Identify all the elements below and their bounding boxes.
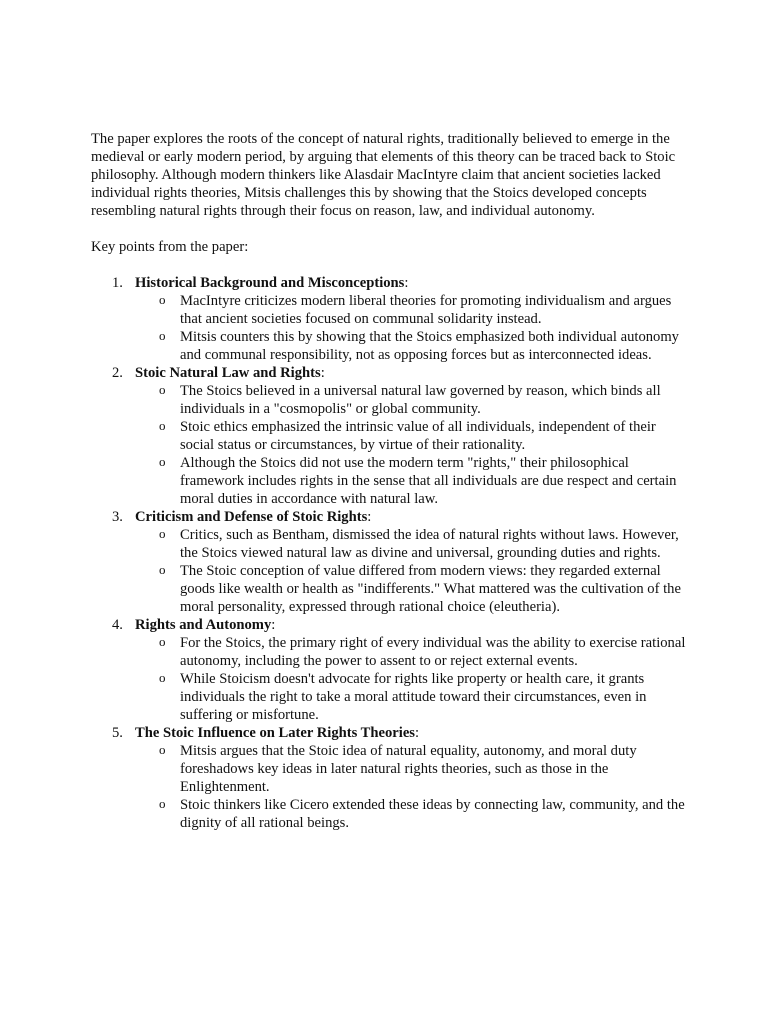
sub-point-text: Although the Stoics did not use the modern term "rights," their philosophical framework includes rights in the sense that all individuals are due respect and certain moral duties in accordance with natural law. bbox=[180, 455, 677, 507]
sub-point-text: MacIntyre criticizes modern liberal theories for promoting individualism and argues that ancient societies focused on communal solidarity instead. bbox=[180, 293, 672, 327]
circle-bullet-icon: o bbox=[159, 526, 166, 541]
circle-bullet-icon: o bbox=[159, 418, 166, 433]
sub-point-text: Mitsis argues that the Stoic idea of natural equality, autonomy, and moral duty foreshadows key ideas in later natural rights theories, such as those in the Enlightenment. bbox=[180, 743, 637, 795]
sub-point-item bbox=[135, 292, 691, 328]
title-colon: : bbox=[415, 725, 420, 741]
key-point-item bbox=[91, 724, 691, 832]
key-point-title: Criticism and Defense of Stoic Rights bbox=[135, 509, 368, 525]
circle-bullet-icon: o bbox=[159, 634, 166, 649]
circle-bullet-icon: o bbox=[159, 742, 166, 757]
circle-bullet-icon: o bbox=[159, 796, 166, 811]
sub-point-list bbox=[135, 634, 691, 724]
sub-point-item bbox=[135, 382, 691, 418]
key-point-number: 2. bbox=[112, 365, 123, 381]
sub-point-item bbox=[135, 670, 691, 724]
circle-bullet-icon: o bbox=[159, 328, 166, 343]
sub-point-item bbox=[135, 562, 691, 616]
circle-bullet-icon: o bbox=[159, 454, 166, 469]
sub-point-text: For the Stoics, the primary right of every individual was the ability to exercise rational autonomy, including the power to assent to or reject external events. bbox=[180, 635, 686, 669]
sub-point-text: The Stoics believed in a universal natural law governed by reason, which binds all individuals in a "cosmopolis" or global community. bbox=[180, 383, 661, 417]
sub-point-text: Stoic ethics emphasized the intrinsic value of all individuals, independent of their social status or circumstances, by virtue of their rationality. bbox=[180, 419, 656, 453]
circle-bullet-icon: o bbox=[159, 292, 166, 307]
sub-point-item bbox=[135, 418, 691, 454]
key-point-title: Historical Background and Misconceptions bbox=[135, 275, 405, 291]
sub-point-list bbox=[135, 526, 691, 616]
key-point-number: 4. bbox=[112, 617, 123, 633]
key-point-item bbox=[91, 364, 691, 508]
key-point-number: 1. bbox=[112, 275, 123, 291]
key-point-number: 3. bbox=[112, 509, 123, 525]
key-point-title: Rights and Autonomy bbox=[135, 617, 272, 633]
sub-point-item bbox=[135, 796, 691, 832]
key-points-heading: Key points from the paper: bbox=[91, 239, 249, 255]
key-point-item bbox=[91, 274, 691, 364]
sub-point-item bbox=[135, 634, 691, 670]
key-point-title: The Stoic Influence on Later Rights Theories bbox=[135, 725, 415, 741]
circle-bullet-icon: o bbox=[159, 562, 166, 577]
title-colon: : bbox=[404, 275, 409, 291]
title-colon: : bbox=[271, 617, 276, 633]
sub-point-list bbox=[135, 742, 691, 832]
sub-point-text: Stoic thinkers like Cicero extended these ideas by connecting law, community, and the dignity of all rational beings. bbox=[180, 797, 685, 831]
sub-point-text: The Stoic conception of value differed from modern views: they regarded external goods like wealth or health as "indifferents." What mattered was the cultivation of the moral personality, expressed through rational choice (eleutheria). bbox=[180, 563, 681, 615]
key-point-item bbox=[91, 616, 691, 724]
sub-point-item bbox=[135, 328, 691, 364]
intro-paragraph: The paper explores the roots of the concept of natural rights, traditionally believed to emerge in the medieval or early modern period, by arguing that elements of this theory can be traced back to Stoic philosophy. Although modern thinkers like Alasdair MacIntyre claim that ancient societies lacked individual rights theories, Mitsis challenges this by showing that the Stoics developed concepts resembling natural rights through their focus on reason, law, and individual autonomy. bbox=[91, 131, 676, 219]
title-colon: : bbox=[320, 365, 325, 381]
circle-bullet-icon: o bbox=[159, 670, 166, 685]
sub-point-list bbox=[135, 292, 691, 364]
sub-point-item bbox=[135, 454, 691, 508]
key-points-list bbox=[91, 274, 691, 832]
title-colon: : bbox=[367, 509, 372, 525]
sub-point-item bbox=[135, 526, 691, 562]
circle-bullet-icon: o bbox=[159, 382, 166, 397]
key-point-item bbox=[91, 508, 691, 616]
key-point-number: 5. bbox=[112, 725, 123, 741]
sub-point-text: While Stoicism doesn't advocate for rights like property or health care, it grants individuals the right to take a moral attitude toward their circumstances, even in suffering or misfortune. bbox=[180, 671, 647, 723]
sub-point-item bbox=[135, 742, 691, 796]
sub-point-text: Critics, such as Bentham, dismissed the idea of natural rights without laws. However, the Stoics viewed natural law as divine and universal, grounding duties and rights. bbox=[180, 527, 679, 561]
sub-point-text: Mitsis counters this by showing that the Stoics emphasized both individual autonomy and communal responsibility, not as opposing forces but as interconnected ideas. bbox=[180, 329, 679, 363]
document-page bbox=[91, 130, 691, 832]
sub-point-list bbox=[135, 382, 691, 508]
key-point-title: Stoic Natural Law and Rights bbox=[135, 365, 321, 381]
